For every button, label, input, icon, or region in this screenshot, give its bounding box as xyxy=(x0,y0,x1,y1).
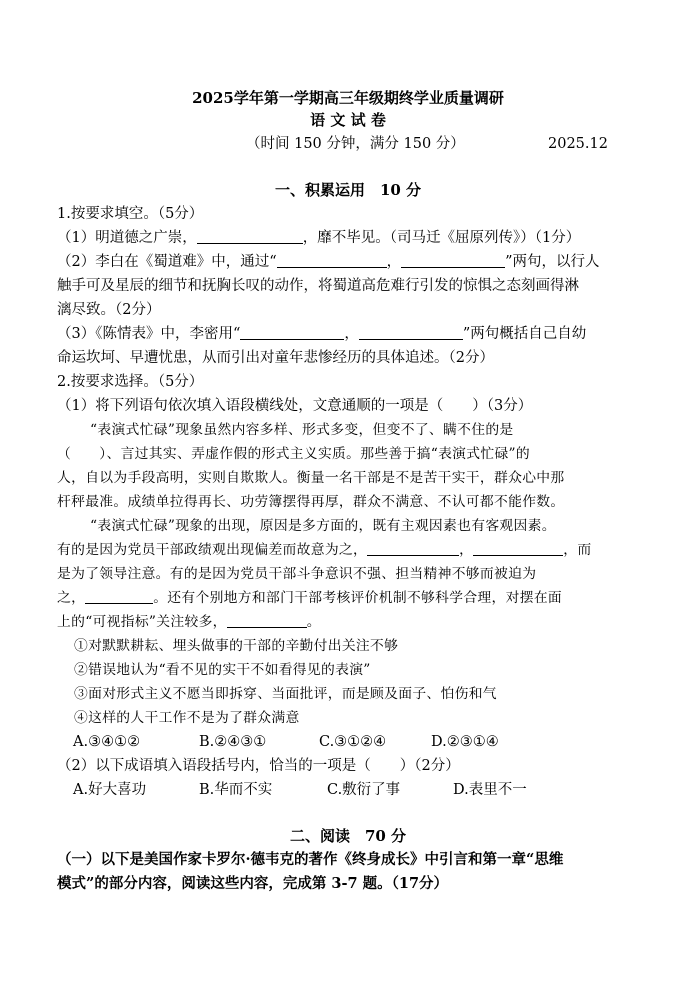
passage-text: 有的是因为党员干部政绩观出现偏差而故意为之， xyxy=(57,542,368,558)
exam-subtitle: 语 文 试 卷 xyxy=(310,111,386,129)
answer-blank[interactable] xyxy=(277,252,387,268)
q1-part3-line2: 命运坎坷、早遭忧患，从而引出对童年悲惨经历的具体追述。（2分） xyxy=(57,350,494,366)
choice-a[interactable]: A.好大喜功 xyxy=(73,782,147,798)
q1-part1-text-a: （1）明道德之广崇， xyxy=(57,230,197,246)
answer-blank[interactable] xyxy=(367,540,459,556)
answer-blank[interactable] xyxy=(473,540,563,556)
answer-blank[interactable] xyxy=(401,252,505,268)
answer-blank[interactable] xyxy=(240,324,344,340)
passage-sep: ， xyxy=(459,542,474,558)
passage-line: “表演式忙碌”现象虽然内容多样、形式多变，但变不了、瞒不住的是 xyxy=(90,422,514,438)
option-item: ①对默默耕耘、埋头做事的干部的辛勤付出关注不够 xyxy=(74,638,399,654)
passage-line xyxy=(57,538,642,562)
passage-line: （ ）、言过其实、弄虚作假的形式主义实质。那些善于搞“表演式忙碌”的 xyxy=(57,446,531,462)
q2-part1: （1）将下列语句依次填入语段横线处，文意通顺的一项是（ ）（3分） xyxy=(57,398,533,414)
section2-intro-line1: （一）以下是美国作家卡罗尔·德韦克的著作《终身成长》中引言和第一章“思维 xyxy=(57,851,564,868)
section2-intro-line2: 模式”的部分内容，阅读这些内容，完成第 3-7 题。（17分） xyxy=(57,875,449,892)
option-item: ③面对形式主义不愿当即拆穿、当面批评，而是顾及面子、怕伤和气 xyxy=(74,686,497,702)
q1-part2-sep: ， xyxy=(386,254,402,270)
section2-heading: 二、阅读 70 分 xyxy=(289,827,407,845)
q1-part3-text-b: ”两句概括自己自幼 xyxy=(462,326,587,342)
choice-b[interactable]: B.华而不实 xyxy=(199,782,273,798)
passage-line: 人，自以为手段高明，实则自欺欺人。衡量一名干部是不是苦干实干，群众心中那 xyxy=(57,470,565,486)
q1-part3-sep: ， xyxy=(344,326,359,342)
passage-text: 。还有个别地方和部门干部考核评价机制不够科学合理，对摆在面 xyxy=(153,590,563,606)
answer-blank[interactable] xyxy=(359,324,463,340)
choice-d[interactable]: D.表里不一 xyxy=(453,782,527,798)
passage-text: ，而 xyxy=(563,542,592,558)
q1-stem: 1.按要求填空。（5分） xyxy=(57,206,204,222)
section1-heading: 一、积累运用 10 分 xyxy=(274,181,422,199)
q2-part2: （2）以下成语填入语段括号内，恰当的一项是（ ）（2分） xyxy=(57,758,460,774)
option-item: ②错误地认为“看不见的实干不如看得见的表演” xyxy=(74,662,371,678)
option-item: ④这样的人干工作不是为了群众满意 xyxy=(74,710,300,726)
q2-stem: 2.按要求选择。（5分） xyxy=(57,374,204,390)
choice-c[interactable]: C.③①②④ xyxy=(319,734,387,750)
choice-a[interactable]: A.③④①② xyxy=(73,734,141,750)
exam-date: 2025.12 xyxy=(548,136,608,152)
answer-blank[interactable] xyxy=(227,612,307,628)
q1-part2-line3: 漓尽致。（2分） xyxy=(57,302,161,318)
passage-line: 是为了领导注意。有的是因为党员干部斗争意识不强、担当精神不够而被迫为 xyxy=(57,566,537,582)
time-info: （时间 150 分钟，满分 150 分） xyxy=(246,136,465,152)
passage-text: 之， xyxy=(57,590,86,606)
passage-text: 。 xyxy=(306,614,321,630)
choice-b[interactable]: B.②④③① xyxy=(199,734,267,750)
choice-d[interactable]: D.②③①④ xyxy=(431,734,499,750)
q1-part2-text-a: （2）李白在《蜀道难》中，通过“ xyxy=(57,254,277,270)
passage-text: 上的“可视指标”关注较多， xyxy=(57,614,227,630)
answer-blank[interactable] xyxy=(197,228,303,244)
passage-line xyxy=(57,586,642,610)
q1-part2-line2: 触手可及星辰的细节和抚胸长叹的动作，将蜀道高危难行引发的惊惧之态刻画得淋 xyxy=(57,278,579,294)
answer-blank[interactable] xyxy=(85,588,153,604)
passage-line xyxy=(57,610,642,634)
q1-part2 xyxy=(57,250,642,274)
q1-part1 xyxy=(57,226,642,250)
passage-line: 杆秤最准。成绩单拉得再长、功劳簿摆得再厚，群众不满意、不认可都不能作数。 xyxy=(57,494,565,510)
q1-part3 xyxy=(57,322,642,346)
q1-part2-text-b: ”两句，以行人 xyxy=(505,254,600,270)
q1-part3-text-a: （3）《陈情表》中，李密用“ xyxy=(57,326,241,342)
passage-line: “表演式忙碌”现象的出现，原因是多方面的，既有主观因素也有客观因素。 xyxy=(90,518,556,534)
q1-part1-text-b: ，靡不毕见。（司马迁《屈原列传》）（1分） xyxy=(302,230,581,246)
choice-c[interactable]: C.敷衍了事 xyxy=(327,782,401,798)
exam-title: 2025学年第一学期高三年级期终学业质量调研 xyxy=(192,89,504,107)
